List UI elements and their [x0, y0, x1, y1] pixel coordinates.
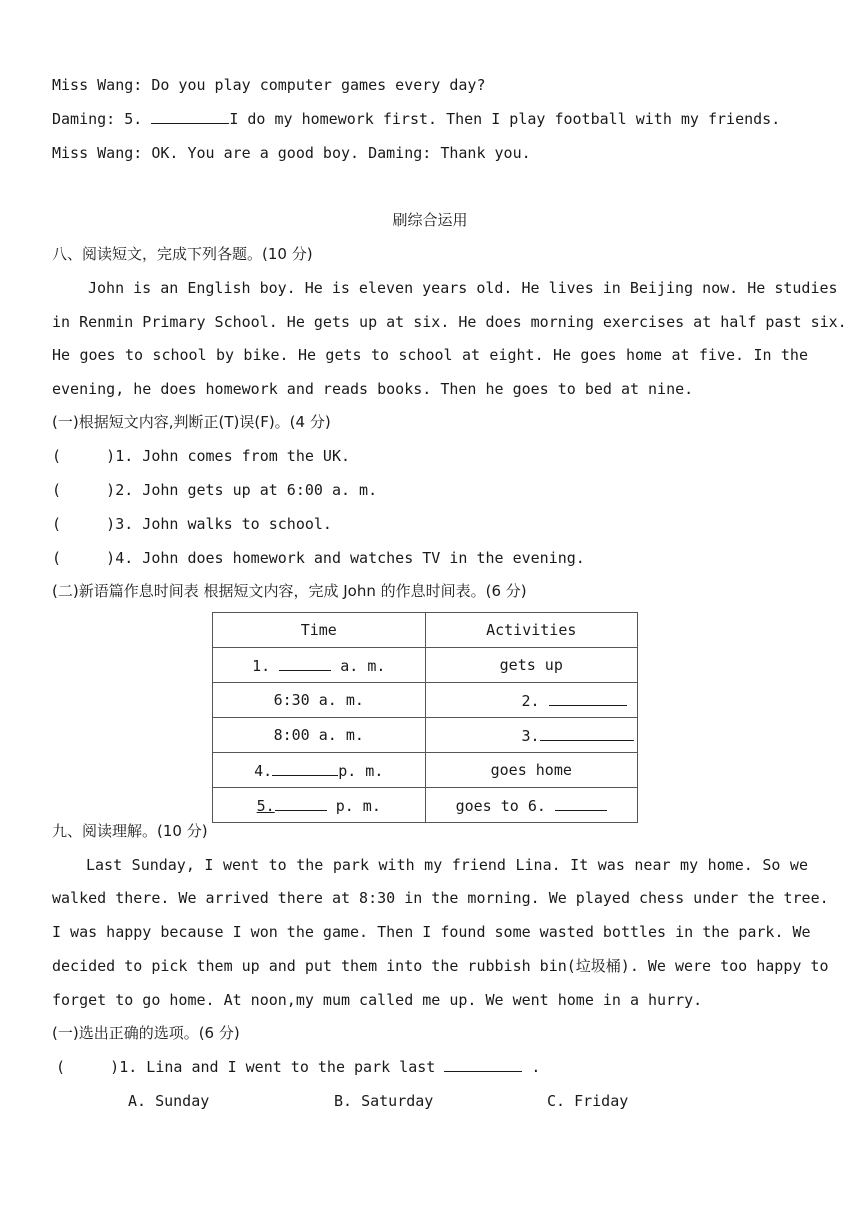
part8-sub2-heading: (二)新语篇作息时间表 根据短文内容，完成 John 的作息时间表。(6 分) [52, 582, 527, 600]
part9-passage-line-5: forget to go home. At noon,my mum called me up. We went home in a hurry. [52, 991, 703, 1009]
section-title: 刷综合运用 [392, 211, 468, 229]
dialogue-line-2 [52, 109, 780, 129]
option-a[interactable]: A. Sunday [128, 1092, 210, 1110]
row-number: 5. [256, 796, 275, 815]
answer-blank-5b[interactable] [275, 796, 327, 811]
question-1-end: . [531, 1058, 541, 1076]
table-row [213, 718, 638, 753]
time-cell-3: 8:00 a. m. [213, 718, 426, 753]
answer-blank-5[interactable] [151, 109, 229, 124]
tf-item-4[interactable]: ( )4. John does homework and watches TV in the evening. [52, 549, 585, 567]
tf-item-2[interactable]: ( )2. John gets up at 6:00 a. m. [52, 481, 378, 499]
dialogue-line-2-rest: I do my homework first. Then I play football with my friends. [229, 110, 781, 128]
tf-item-3[interactable]: ( )3. John walks to school. [52, 515, 332, 533]
option-b[interactable]: B. Saturday [334, 1092, 434, 1110]
part8-passage-line-2: in Renmin Primary School. He gets up at six. He does morning exercises at half past six. [52, 313, 847, 331]
part8-passage-line-3: He goes to school by bike. He gets to school at eight. He goes home at five. In the [52, 346, 808, 364]
answer-blank-6[interactable] [555, 796, 607, 811]
row-number: 4. [254, 761, 273, 780]
time-cell-5 [213, 788, 426, 823]
table-row [213, 753, 638, 788]
part8-heading: 八、阅读短文，完成下列各题。(10 分) [52, 245, 313, 263]
activity-cell-4: goes home [425, 753, 638, 788]
table-row [213, 683, 638, 718]
activity-cell-3 [425, 718, 638, 753]
tf-item-1[interactable]: ( )1. John comes from the UK. [52, 447, 351, 465]
table-header-row [213, 613, 638, 648]
part9-passage-line-3: I was happy because I won the game. Then I found some wasted bottles in the park. We [52, 923, 811, 941]
answer-blank-1[interactable] [279, 656, 331, 671]
part9-passage-line-1: Last Sunday, I went to the park with my friend Lina. It was near my home. So we [86, 856, 808, 874]
part9-heading: 九、阅读理解。(10 分) [52, 822, 208, 840]
dialogue-line-1: Miss Wang: Do you play computer games every day? [52, 76, 486, 94]
answer-blank-4[interactable] [272, 761, 338, 776]
activity-cell-1: gets up [425, 648, 638, 683]
time-cell-2: 6:30 a. m. [213, 683, 426, 718]
part8-passage-line-4: evening, he does homework and reads books. Then he goes to bed at nine. [52, 380, 694, 398]
part8-passage-line-1: John is an English boy. He is eleven years old. He lives in Beijing now. He studies [88, 279, 838, 297]
time-unit: p. m. [338, 761, 384, 780]
header-activities: Activities [425, 613, 638, 648]
table-row [213, 788, 638, 823]
answer-blank-2[interactable] [549, 691, 627, 706]
row-number: 2. [521, 691, 540, 710]
table-row [213, 648, 638, 683]
time-cell-4 [213, 753, 426, 788]
schedule-table [212, 612, 638, 823]
time-unit: a. m. [340, 656, 386, 675]
dialogue-line-3: Miss Wang: OK. You are a good boy. Daming: Thank you. [52, 144, 531, 162]
answer-blank-q1[interactable] [444, 1057, 522, 1072]
option-c[interactable]: C. Friday [547, 1092, 629, 1110]
part8-sub1-heading: (一)根据短文内容,判断正(T)误(F)。(4 分) [52, 413, 331, 431]
activity-cell-5 [425, 788, 638, 823]
question-1[interactable] [56, 1057, 540, 1077]
row-number: 1. [252, 656, 271, 675]
activity-text: goes to 6. [455, 796, 546, 815]
header-time: Time [213, 613, 426, 648]
dialogue-line-2-prefix: Daming: 5. [52, 110, 152, 128]
part9-passage-line-4: decided to pick them up and put them into the rubbish bin(垃圾桶). We were too happy to [52, 957, 829, 975]
question-1-text: ( )1. Lina and I went to the park last [56, 1058, 436, 1076]
answer-blank-3[interactable] [540, 726, 634, 741]
row-number: 3. [521, 726, 540, 745]
part9-passage-line-2: walked there. We arrived there at 8:30 in the morning. We played chess under the tree. [52, 889, 829, 907]
part9-sub1-heading: (一)选出正确的选项。(6 分) [52, 1024, 240, 1042]
time-cell-1 [213, 648, 426, 683]
time-unit: p. m. [335, 796, 381, 815]
activity-cell-2 [425, 683, 638, 718]
